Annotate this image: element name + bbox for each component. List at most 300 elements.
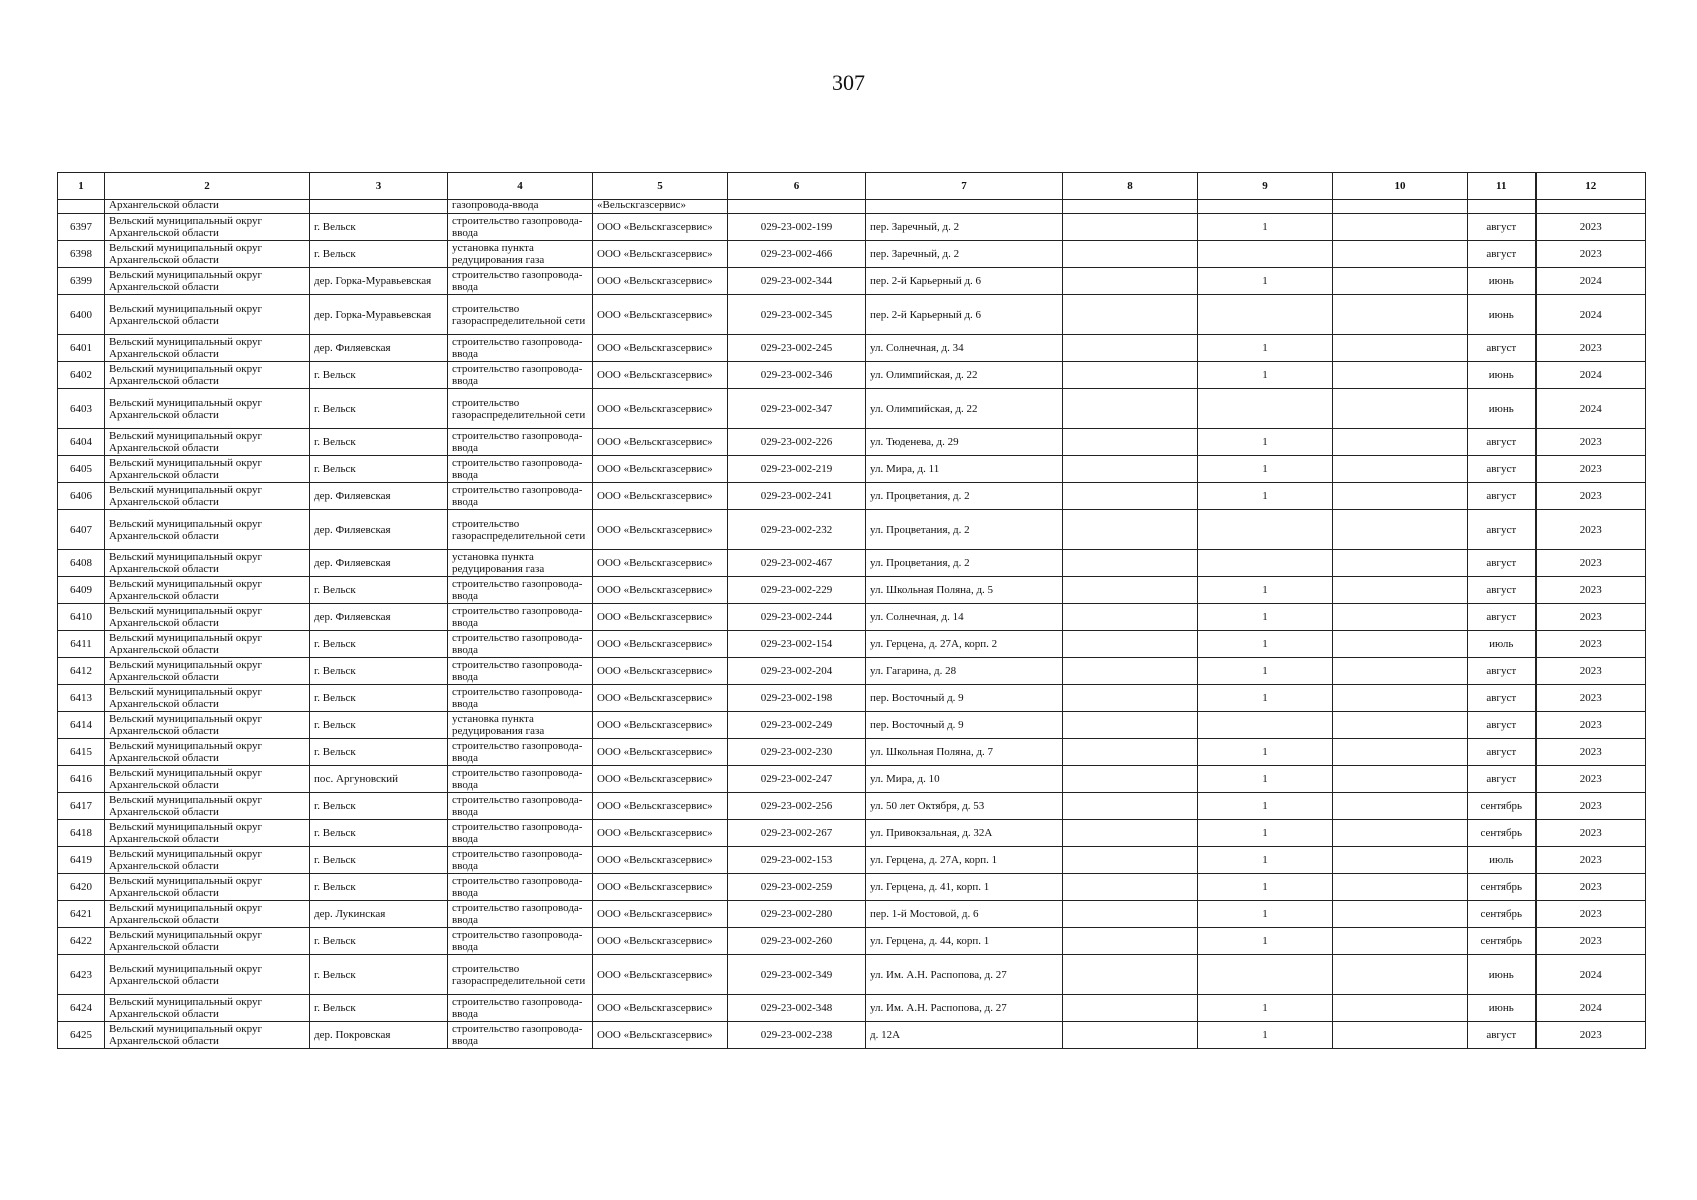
table-row <box>58 429 1646 456</box>
col9-cell: 1 <box>1198 429 1333 456</box>
organization-cell: ООО «Вельскгазсервис» <box>593 766 728 793</box>
col10-cell <box>1333 268 1468 295</box>
col10-cell <box>1333 456 1468 483</box>
col9-cell <box>1198 389 1333 429</box>
work-type-cell: строительство газопровода-ввода <box>448 429 593 456</box>
work-type-cell: строительство газораспределительной сети <box>448 510 593 550</box>
address-cell: пер. 1-й Мостовой, д. 6 <box>866 901 1063 928</box>
col10-cell <box>1333 241 1468 268</box>
continuation-cell <box>1063 200 1198 214</box>
district-cell: Вельский муниципальный округ Архангельской области <box>105 483 310 510</box>
col9-cell: 1 <box>1198 995 1333 1022</box>
address-cell: ул. Процветания, д. 2 <box>866 483 1063 510</box>
locality-cell: дер. Горка-Муравьевская <box>310 268 448 295</box>
col9-cell: 1 <box>1198 685 1333 712</box>
continuation-cell: «Вельскгазсервис» <box>593 200 728 214</box>
col10-cell <box>1333 1022 1468 1049</box>
month-cell: июль <box>1468 631 1536 658</box>
organization-cell: ООО «Вельскгазсервис» <box>593 955 728 995</box>
header-row <box>58 173 1646 200</box>
district-cell: Вельский муниципальный округ Архангельской области <box>105 995 310 1022</box>
column-header-7: 7 <box>866 173 1063 200</box>
address-cell: ул. Герцена, д. 27А, корп. 1 <box>866 847 1063 874</box>
month-cell: июль <box>1468 847 1536 874</box>
object-code-cell: 029-23-002-154 <box>728 631 866 658</box>
locality-cell: г. Вельск <box>310 362 448 389</box>
organization-cell: ООО «Вельскгазсервис» <box>593 483 728 510</box>
locality-cell: дер. Филяевская <box>310 510 448 550</box>
object-code-cell: 029-23-002-267 <box>728 820 866 847</box>
column-header-6: 6 <box>728 173 866 200</box>
address-cell: ул. Школьная Поляна, д. 5 <box>866 577 1063 604</box>
locality-cell: г. Вельск <box>310 820 448 847</box>
organization-cell: ООО «Вельскгазсервис» <box>593 995 728 1022</box>
work-type-cell: строительство газопровода-ввода <box>448 685 593 712</box>
col10-cell <box>1333 214 1468 241</box>
table-row <box>58 928 1646 955</box>
row-number: 6425 <box>58 1022 105 1049</box>
col8-cell <box>1063 483 1198 510</box>
organization-cell: ООО «Вельскгазсервис» <box>593 214 728 241</box>
locality-cell: г. Вельск <box>310 214 448 241</box>
col8-cell <box>1063 456 1198 483</box>
year-cell: 2023 <box>1536 214 1646 241</box>
month-cell: август <box>1468 335 1536 362</box>
continuation-cell: газопровода-ввода <box>448 200 593 214</box>
col10-cell <box>1333 577 1468 604</box>
organization-cell: ООО «Вельскгазсервис» <box>593 429 728 456</box>
year-cell: 2023 <box>1536 901 1646 928</box>
work-type-cell: строительство газопровода-ввода <box>448 483 593 510</box>
column-header-11: 11 <box>1468 173 1536 200</box>
organization-cell: ООО «Вельскгазсервис» <box>593 389 728 429</box>
col9-cell: 1 <box>1198 577 1333 604</box>
col9-cell: 1 <box>1198 1022 1333 1049</box>
year-cell: 2023 <box>1536 631 1646 658</box>
organization-cell: ООО «Вельскгазсервис» <box>593 510 728 550</box>
year-cell: 2023 <box>1536 577 1646 604</box>
organization-cell: ООО «Вельскгазсервис» <box>593 362 728 389</box>
col9-cell: 1 <box>1198 658 1333 685</box>
col10-cell <box>1333 658 1468 685</box>
district-cell: Вельский муниципальный округ Архангельской области <box>105 429 310 456</box>
year-cell: 2023 <box>1536 847 1646 874</box>
locality-cell: г. Вельск <box>310 847 448 874</box>
district-cell: Вельский муниципальный округ Архангельской области <box>105 456 310 483</box>
year-cell: 2023 <box>1536 685 1646 712</box>
locality-cell: г. Вельск <box>310 739 448 766</box>
work-type-cell: строительство газопровода-ввода <box>448 766 593 793</box>
table-row <box>58 685 1646 712</box>
year-cell: 2023 <box>1536 335 1646 362</box>
district-cell: Вельский муниципальный округ Архангельской области <box>105 793 310 820</box>
table-row <box>58 874 1646 901</box>
col8-cell <box>1063 362 1198 389</box>
object-code-cell: 029-23-002-256 <box>728 793 866 820</box>
work-type-cell: строительство газопровода-ввода <box>448 658 593 685</box>
year-cell: 2023 <box>1536 793 1646 820</box>
month-cell: июнь <box>1468 295 1536 335</box>
address-cell: ул. Гагарина, д. 28 <box>866 658 1063 685</box>
col9-cell <box>1198 955 1333 995</box>
organization-cell: ООО «Вельскгазсервис» <box>593 335 728 362</box>
row-number: 6412 <box>58 658 105 685</box>
object-code-cell: 029-23-002-259 <box>728 874 866 901</box>
col8-cell <box>1063 874 1198 901</box>
object-code-cell: 029-23-002-219 <box>728 456 866 483</box>
table-row <box>58 510 1646 550</box>
col9-cell <box>1198 712 1333 739</box>
object-code-cell: 029-23-002-347 <box>728 389 866 429</box>
year-cell: 2023 <box>1536 820 1646 847</box>
col9-cell: 1 <box>1198 766 1333 793</box>
col8-cell <box>1063 820 1198 847</box>
row-number: 6402 <box>58 362 105 389</box>
address-cell: пер. Восточный д. 9 <box>866 685 1063 712</box>
col8-cell <box>1063 429 1198 456</box>
work-type-cell: строительство газораспределительной сети <box>448 295 593 335</box>
col8-cell <box>1063 1022 1198 1049</box>
row-number: 6409 <box>58 577 105 604</box>
year-cell: 2023 <box>1536 456 1646 483</box>
col8-cell <box>1063 658 1198 685</box>
locality-cell: г. Вельск <box>310 685 448 712</box>
month-cell: июнь <box>1468 362 1536 389</box>
month-cell: сентябрь <box>1468 901 1536 928</box>
column-header-1: 1 <box>58 173 105 200</box>
month-cell: июнь <box>1468 955 1536 995</box>
year-cell: 2023 <box>1536 874 1646 901</box>
col8-cell <box>1063 389 1198 429</box>
month-cell: август <box>1468 604 1536 631</box>
district-cell: Вельский муниципальный округ Архангельской области <box>105 820 310 847</box>
work-type-cell: строительство газопровода-ввода <box>448 901 593 928</box>
year-cell: 2023 <box>1536 928 1646 955</box>
col9-cell <box>1198 241 1333 268</box>
month-cell: август <box>1468 241 1536 268</box>
object-code-cell: 029-23-002-466 <box>728 241 866 268</box>
locality-cell: г. Вельск <box>310 456 448 483</box>
address-cell: ул. Солнечная, д. 14 <box>866 604 1063 631</box>
row-number: 6419 <box>58 847 105 874</box>
locality-cell: г. Вельск <box>310 874 448 901</box>
col8-cell <box>1063 928 1198 955</box>
locality-cell: г. Вельск <box>310 631 448 658</box>
row-number: 6401 <box>58 335 105 362</box>
object-code-cell: 029-23-002-467 <box>728 550 866 577</box>
object-code-cell: 029-23-002-260 <box>728 928 866 955</box>
work-type-cell: строительство газопровода-ввода <box>448 362 593 389</box>
object-code-cell: 029-23-002-241 <box>728 483 866 510</box>
row-number: 6408 <box>58 550 105 577</box>
object-code-cell: 029-23-002-238 <box>728 1022 866 1049</box>
organization-cell: ООО «Вельскгазсервис» <box>593 241 728 268</box>
month-cell: июнь <box>1468 389 1536 429</box>
col10-cell <box>1333 362 1468 389</box>
table-row <box>58 793 1646 820</box>
col10-cell <box>1333 483 1468 510</box>
col9-cell: 1 <box>1198 362 1333 389</box>
address-cell: ул. Привокзальная, д. 32А <box>866 820 1063 847</box>
row-number: 6421 <box>58 901 105 928</box>
work-type-cell: строительство газопровода-ввода <box>448 268 593 295</box>
row-number: 6398 <box>58 241 105 268</box>
col10-cell <box>1333 510 1468 550</box>
col10-cell <box>1333 766 1468 793</box>
work-type-cell: строительство газопровода-ввода <box>448 928 593 955</box>
column-header-4: 4 <box>448 173 593 200</box>
month-cell: сентябрь <box>1468 793 1536 820</box>
organization-cell: ООО «Вельскгазсервис» <box>593 658 728 685</box>
col8-cell <box>1063 739 1198 766</box>
locality-cell: дер. Горка-Муравьевская <box>310 295 448 335</box>
year-cell: 2024 <box>1536 995 1646 1022</box>
row-number: 6405 <box>58 456 105 483</box>
table-row <box>58 268 1646 295</box>
month-cell: август <box>1468 685 1536 712</box>
month-cell: август <box>1468 550 1536 577</box>
address-cell: ул. Герцена, д. 44, корп. 1 <box>866 928 1063 955</box>
district-cell: Вельский муниципальный округ Архангельской области <box>105 214 310 241</box>
col10-cell <box>1333 604 1468 631</box>
month-cell: август <box>1468 658 1536 685</box>
col8-cell <box>1063 268 1198 295</box>
object-code-cell: 029-23-002-229 <box>728 577 866 604</box>
locality-cell: г. Вельск <box>310 389 448 429</box>
locality-cell: дер. Покровская <box>310 1022 448 1049</box>
locality-cell: г. Вельск <box>310 577 448 604</box>
district-cell: Вельский муниципальный округ Архангельской области <box>105 268 310 295</box>
district-cell: Вельский муниципальный округ Архангельской области <box>105 847 310 874</box>
row-number: 6399 <box>58 268 105 295</box>
district-cell: Вельский муниципальный округ Архангельской области <box>105 1022 310 1049</box>
continuation-cell <box>1333 200 1468 214</box>
row-number: 6403 <box>58 389 105 429</box>
district-cell: Вельский муниципальный округ Архангельской области <box>105 685 310 712</box>
table-row <box>58 362 1646 389</box>
column-header-3: 3 <box>310 173 448 200</box>
col10-cell <box>1333 820 1468 847</box>
year-cell: 2023 <box>1536 1022 1646 1049</box>
year-cell: 2023 <box>1536 550 1646 577</box>
district-cell: Вельский муниципальный округ Архангельской области <box>105 955 310 995</box>
col9-cell: 1 <box>1198 631 1333 658</box>
locality-cell: пос. Аргуновский <box>310 766 448 793</box>
year-cell: 2023 <box>1536 766 1646 793</box>
address-cell: д. 12А <box>866 1022 1063 1049</box>
organization-cell: ООО «Вельскгазсервис» <box>593 901 728 928</box>
year-cell: 2023 <box>1536 510 1646 550</box>
organization-cell: ООО «Вельскгазсервис» <box>593 847 728 874</box>
locality-cell: г. Вельск <box>310 928 448 955</box>
row-number: 6418 <box>58 820 105 847</box>
district-cell: Вельский муниципальный округ Архангельской области <box>105 362 310 389</box>
address-cell: ул. Тюденева, д. 29 <box>866 429 1063 456</box>
col10-cell <box>1333 429 1468 456</box>
col10-cell <box>1333 874 1468 901</box>
table-row <box>58 335 1646 362</box>
locality-cell: г. Вельск <box>310 955 448 995</box>
col8-cell <box>1063 550 1198 577</box>
row-number: 6414 <box>58 712 105 739</box>
month-cell: август <box>1468 483 1536 510</box>
table-row <box>58 483 1646 510</box>
object-code-cell: 029-23-002-244 <box>728 604 866 631</box>
year-cell: 2023 <box>1536 604 1646 631</box>
row-number: 6413 <box>58 685 105 712</box>
object-code-cell: 029-23-002-280 <box>728 901 866 928</box>
object-code-cell: 029-23-002-345 <box>728 295 866 335</box>
table-row <box>58 241 1646 268</box>
col9-cell: 1 <box>1198 928 1333 955</box>
table-row <box>58 658 1646 685</box>
month-cell: август <box>1468 456 1536 483</box>
row-number: 6416 <box>58 766 105 793</box>
address-cell: ул. Мира, д. 10 <box>866 766 1063 793</box>
year-cell: 2024 <box>1536 955 1646 995</box>
organization-cell: ООО «Вельскгазсервис» <box>593 874 728 901</box>
address-cell: ул. Олимпийская, д. 22 <box>866 362 1063 389</box>
month-cell: август <box>1468 510 1536 550</box>
organization-cell: ООО «Вельскгазсервис» <box>593 820 728 847</box>
col10-cell <box>1333 335 1468 362</box>
table-body <box>58 200 1646 1049</box>
object-code-cell: 029-23-002-245 <box>728 335 866 362</box>
col10-cell <box>1333 685 1468 712</box>
col8-cell <box>1063 214 1198 241</box>
table-row <box>58 550 1646 577</box>
col9-cell: 1 <box>1198 820 1333 847</box>
organization-cell: ООО «Вельскгазсервис» <box>593 793 728 820</box>
district-cell: Вельский муниципальный округ Архангельской области <box>105 901 310 928</box>
address-cell: ул. Герцена, д. 27А, корп. 2 <box>866 631 1063 658</box>
row-number: 6406 <box>58 483 105 510</box>
table-row <box>58 847 1646 874</box>
address-cell: ул. Мира, д. 11 <box>866 456 1063 483</box>
month-cell: август <box>1468 577 1536 604</box>
col9-cell: 1 <box>1198 604 1333 631</box>
locality-cell: г. Вельск <box>310 658 448 685</box>
address-cell: ул. Олимпийская, д. 22 <box>866 389 1063 429</box>
col8-cell <box>1063 510 1198 550</box>
organization-cell: ООО «Вельскгазсервис» <box>593 456 728 483</box>
col8-cell <box>1063 685 1198 712</box>
work-type-cell: установка пункта редуцирования газа <box>448 241 593 268</box>
page-number: 307 <box>832 70 865 95</box>
table-row <box>58 631 1646 658</box>
object-code-cell: 029-23-002-198 <box>728 685 866 712</box>
col9-cell: 1 <box>1198 739 1333 766</box>
table-row <box>58 955 1646 995</box>
organization-cell: ООО «Вельскгазсервис» <box>593 631 728 658</box>
address-cell: пер. Восточный д. 9 <box>866 712 1063 739</box>
year-cell: 2023 <box>1536 739 1646 766</box>
continuation-cell <box>728 200 866 214</box>
address-cell: ул. Солнечная, д. 34 <box>866 335 1063 362</box>
table-row <box>58 214 1646 241</box>
month-cell: сентябрь <box>1468 928 1536 955</box>
district-cell: Вельский муниципальный округ Архангельской области <box>105 658 310 685</box>
column-header-9: 9 <box>1198 173 1333 200</box>
year-cell: 2023 <box>1536 658 1646 685</box>
table-row <box>58 577 1646 604</box>
address-cell: ул. Процветания, д. 2 <box>866 510 1063 550</box>
col10-cell <box>1333 631 1468 658</box>
month-cell: август <box>1468 739 1536 766</box>
col10-cell <box>1333 995 1468 1022</box>
organization-cell: ООО «Вельскгазсервис» <box>593 550 728 577</box>
row-number: 6407 <box>58 510 105 550</box>
district-cell: Вельский муниципальный округ Архангельской области <box>105 295 310 335</box>
locality-cell: г. Вельск <box>310 793 448 820</box>
row-number: 6400 <box>58 295 105 335</box>
month-cell: август <box>1468 429 1536 456</box>
row-number: 6397 <box>58 214 105 241</box>
col9-cell: 1 <box>1198 901 1333 928</box>
work-type-cell: строительство газораспределительной сети <box>448 389 593 429</box>
object-code-cell: 029-23-002-232 <box>728 510 866 550</box>
row-number: 6422 <box>58 928 105 955</box>
col8-cell <box>1063 241 1198 268</box>
work-type-cell: строительство газопровода-ввода <box>448 577 593 604</box>
locality-cell: дер. Филяевская <box>310 604 448 631</box>
col9-cell: 1 <box>1198 874 1333 901</box>
address-cell: ул. Им. А.Н. Распопова, д. 27 <box>866 955 1063 995</box>
continuation-cell: Архангельской области <box>105 200 310 214</box>
object-code-cell: 029-23-002-153 <box>728 847 866 874</box>
row-number: 6415 <box>58 739 105 766</box>
col10-cell <box>1333 712 1468 739</box>
col10-cell <box>1333 955 1468 995</box>
locality-cell: г. Вельск <box>310 241 448 268</box>
table-row <box>58 456 1646 483</box>
district-cell: Вельский муниципальный округ Архангельской области <box>105 874 310 901</box>
object-code-cell: 029-23-002-226 <box>728 429 866 456</box>
district-cell: Вельский муниципальный округ Архангельской области <box>105 241 310 268</box>
col9-cell <box>1198 295 1333 335</box>
address-cell: ул. Герцена, д. 41, корп. 1 <box>866 874 1063 901</box>
district-cell: Вельский муниципальный округ Архангельской области <box>105 550 310 577</box>
organization-cell: ООО «Вельскгазсервис» <box>593 1022 728 1049</box>
col8-cell <box>1063 335 1198 362</box>
continuation-row <box>58 200 1646 214</box>
row-number: 6404 <box>58 429 105 456</box>
col8-cell <box>1063 901 1198 928</box>
table-row <box>58 766 1646 793</box>
locality-cell: дер. Филяевская <box>310 483 448 510</box>
continuation-cell <box>310 200 448 214</box>
table-row <box>58 295 1646 335</box>
continuation-cell <box>58 200 105 214</box>
organization-cell: ООО «Вельскгазсервис» <box>593 928 728 955</box>
district-cell: Вельский муниципальный округ Архангельской области <box>105 712 310 739</box>
column-header-12: 12 <box>1536 173 1646 200</box>
work-type-cell: строительство газопровода-ввода <box>448 739 593 766</box>
col9-cell: 1 <box>1198 335 1333 362</box>
address-cell: ул. Им. А.Н. Распопова, д. 27 <box>866 995 1063 1022</box>
work-type-cell: строительство газопровода-ввода <box>448 631 593 658</box>
col8-cell <box>1063 295 1198 335</box>
address-cell: пер. Заречный, д. 2 <box>866 214 1063 241</box>
col8-cell <box>1063 577 1198 604</box>
year-cell: 2024 <box>1536 295 1646 335</box>
row-number: 6411 <box>58 631 105 658</box>
column-header-5: 5 <box>593 173 728 200</box>
continuation-cell <box>1536 200 1646 214</box>
col8-cell <box>1063 712 1198 739</box>
address-cell: пер. 2-й Карьерный д. 6 <box>866 295 1063 335</box>
col10-cell <box>1333 295 1468 335</box>
